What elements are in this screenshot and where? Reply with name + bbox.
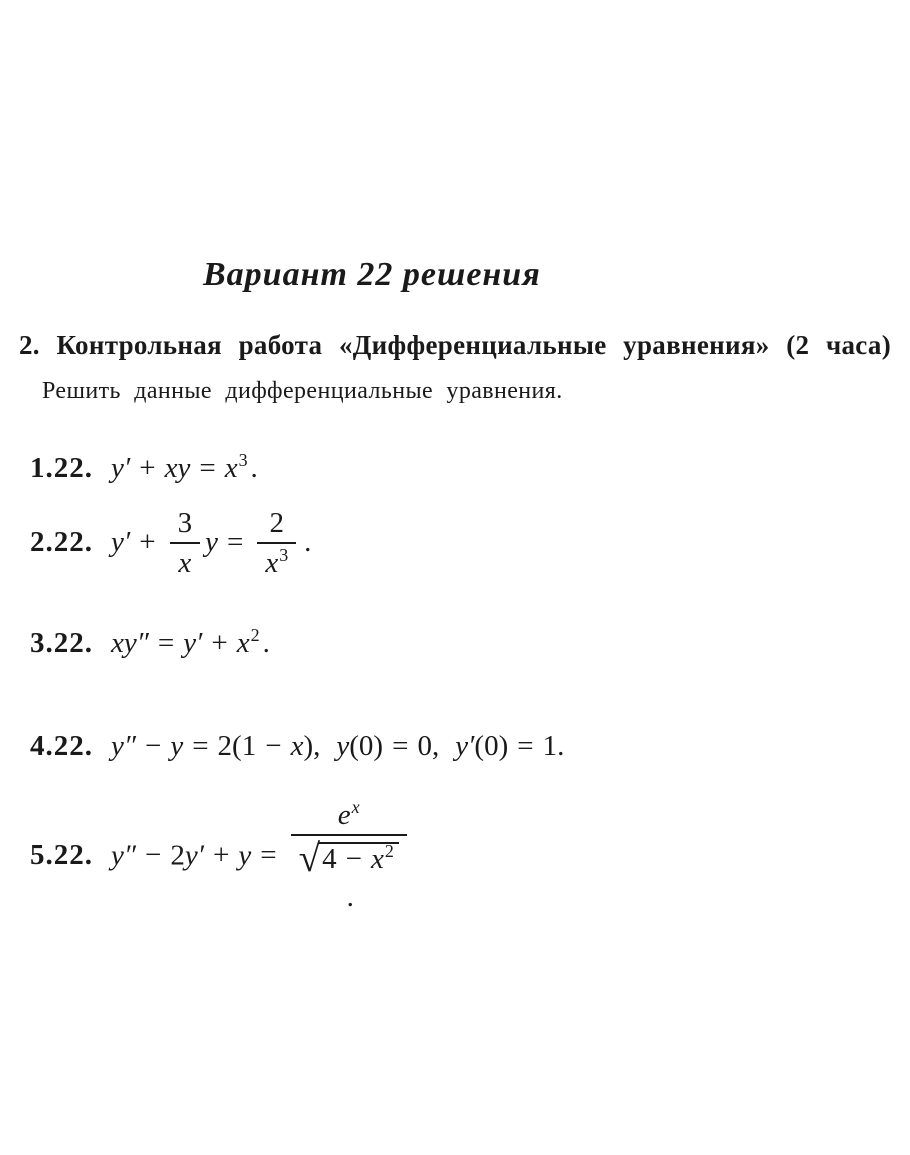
math-term: 1.	[542, 730, 565, 762]
radicand	[318, 842, 399, 878]
math-term: x	[370, 842, 384, 875]
math-term: (0)	[349, 730, 384, 762]
problem-row-1-22	[30, 450, 258, 486]
equals-sign: =	[517, 730, 534, 762]
fraction-denominator	[257, 544, 296, 580]
equals-sign: =	[226, 525, 244, 558]
problem-number: 2.22.	[30, 525, 93, 558]
math-term: xy″	[111, 627, 149, 659]
math-term: y″	[111, 730, 136, 762]
fraction-denominator	[291, 836, 407, 879]
fraction-numerator	[330, 796, 368, 834]
fraction	[257, 508, 296, 580]
equals-sign: =	[157, 627, 175, 659]
math-term: y′	[111, 452, 131, 484]
math-term: x	[224, 452, 238, 484]
problem-row-5-22	[30, 796, 412, 915]
math-term: xy	[164, 452, 191, 484]
math-term: y′	[111, 525, 131, 558]
page-title: Вариант 22 решения	[203, 256, 541, 293]
math-term: e	[337, 799, 351, 831]
fraction	[170, 508, 201, 580]
radical-sign: √	[298, 836, 321, 880]
plus-operator: +	[213, 839, 230, 872]
period: .	[304, 525, 312, 558]
plus-operator: +	[139, 452, 156, 484]
instruction-text: Решить данные дифференциальные уравнения.	[42, 378, 563, 404]
fraction	[291, 796, 407, 915]
math-term: 4	[322, 842, 337, 875]
sqrt-expression	[298, 836, 399, 880]
minus-operator: −	[265, 730, 282, 762]
math-term: 2	[170, 839, 185, 872]
period: .	[262, 627, 270, 659]
problem-number: 5.22.	[30, 839, 93, 872]
problem-number: 1.22.	[30, 452, 93, 484]
math-term: ),	[303, 730, 321, 762]
problem-number: 4.22.	[30, 730, 93, 762]
period: .	[346, 881, 354, 914]
section-heading: 2. Контрольная работа «Дифференциальные уравнения» (2 часа)	[19, 330, 891, 360]
plus-operator: +	[211, 627, 228, 659]
math-term: x	[290, 730, 304, 762]
minus-operator: −	[144, 839, 162, 872]
math-term: y	[336, 730, 350, 762]
problem-number: 3.22.	[30, 627, 93, 659]
period: .	[250, 452, 258, 484]
math-term: y″	[111, 839, 136, 872]
equals-sign: =	[392, 730, 409, 762]
math-term: y	[170, 730, 184, 762]
minus-operator: −	[345, 842, 362, 875]
math-term: y′	[183, 627, 203, 659]
math-term: 0,	[417, 730, 440, 762]
plus-operator: +	[139, 525, 156, 558]
fraction-denominator: x	[178, 546, 192, 579]
math-term: y	[238, 839, 252, 872]
fraction-numerator: 2	[269, 507, 284, 539]
superscript-exponent: 2	[384, 840, 394, 861]
math-term: y	[205, 525, 218, 558]
math-term: y′	[184, 839, 205, 872]
math-term: x	[265, 546, 279, 579]
minus-operator: −	[144, 730, 162, 762]
superscript-exponent: 3	[279, 544, 289, 565]
math-term: (0)	[474, 730, 509, 762]
problem-row-3-22	[30, 625, 270, 661]
math-term: 2(1	[217, 730, 257, 762]
equals-sign: =	[260, 839, 277, 872]
superscript-exponent: 2	[250, 624, 260, 645]
superscript-exponent: 3	[238, 449, 248, 470]
equals-sign: =	[199, 452, 216, 484]
math-term: y′	[455, 730, 475, 762]
superscript-exponent: x	[351, 796, 360, 817]
equals-sign: =	[192, 730, 209, 762]
problem-row-4-22	[30, 728, 564, 764]
fraction-numerator: 3	[177, 507, 193, 539]
problem-row-2-22	[30, 508, 311, 580]
math-term: x	[236, 627, 250, 659]
